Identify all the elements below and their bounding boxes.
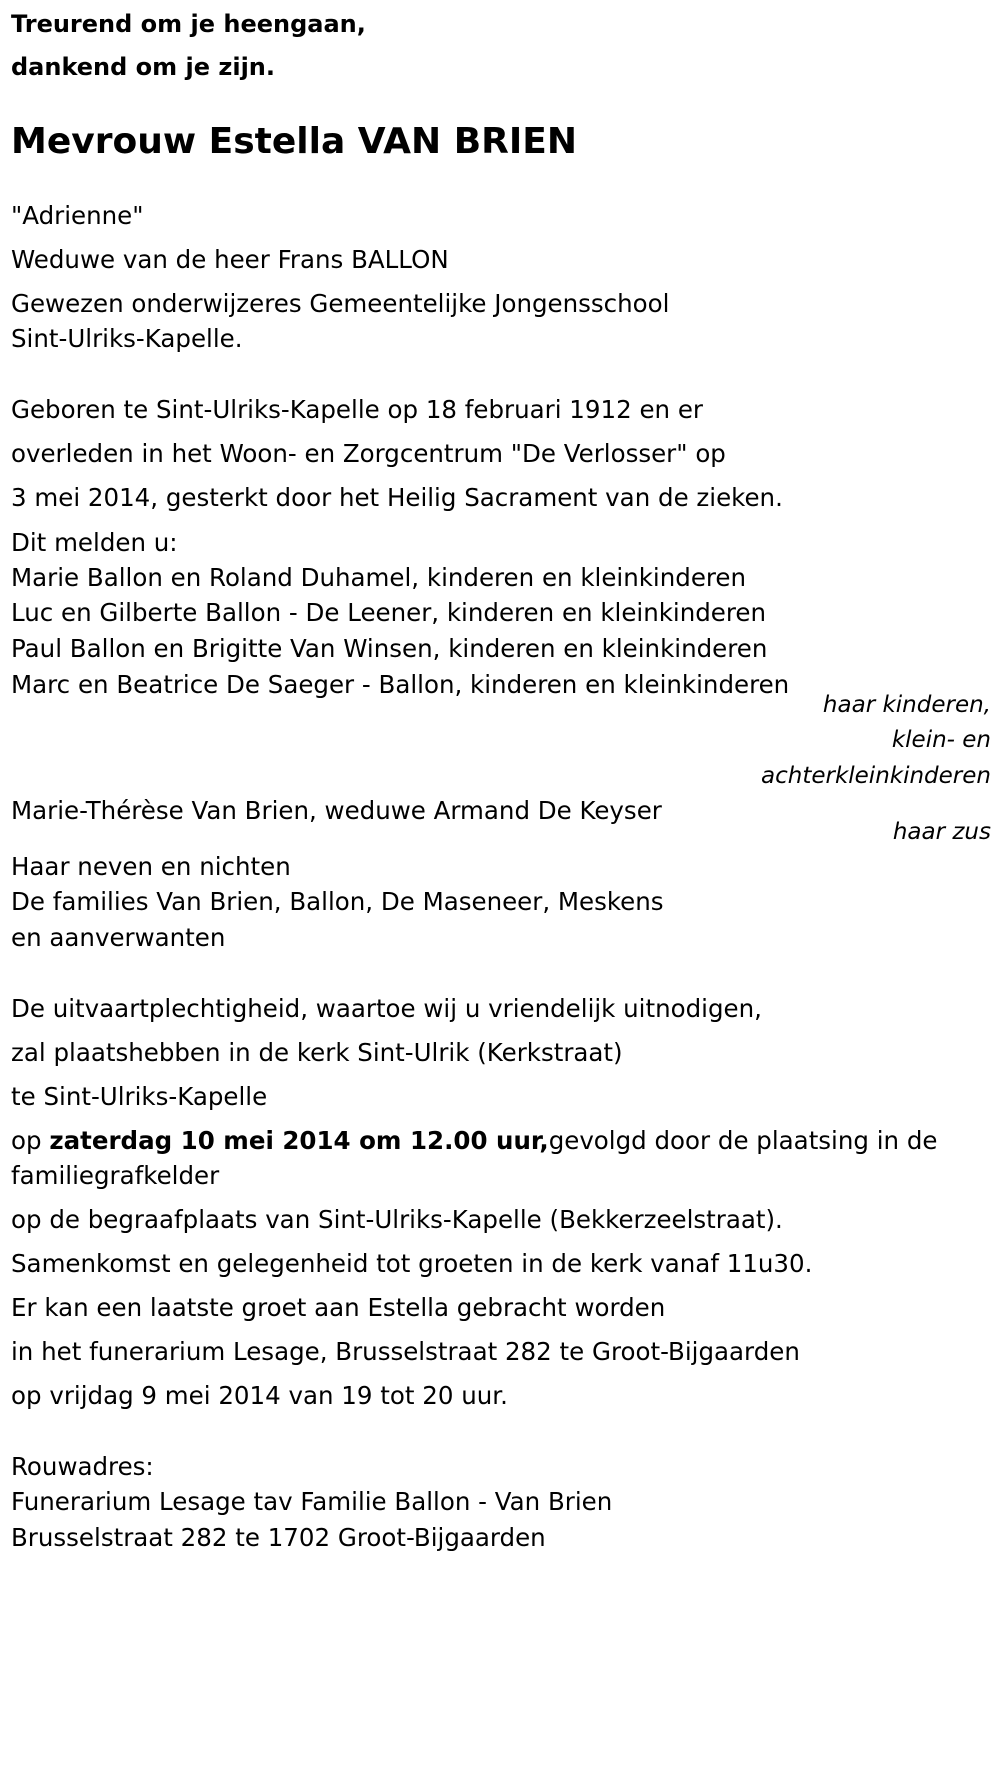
ceremony-line-10: op vrijdag 9 mei 2014 van 19 tot 20 uur.: [11, 1381, 508, 1410]
birth-death-line-1: Geboren te Sint-Ulriks-Kapelle op 18 februari 1912 en er: [11, 395, 703, 424]
children-line-3: Paul Ballon en Brigitte Van Winsen, kinderen en kleinkinderen: [11, 634, 768, 663]
birth-death-line-2: overleden in het Woon- en Zorgcentrum "De Verlosser" op: [11, 439, 726, 468]
children-relation-line-1: haar kinderen,: [822, 692, 991, 718]
children-line-4: Marc en Beatrice De Saeger - Ballon, kinderen en kleinkinderen: [11, 670, 790, 699]
announcers-intro: Dit melden u:: [11, 528, 178, 557]
family-line-3: en aanverwanten: [11, 923, 226, 952]
widow-of: Weduwe van de heer Frans BALLON: [11, 245, 449, 274]
children-line-2: Luc en Gilberte Ballon - De Leener, kinderen en kleinkinderen: [11, 598, 767, 627]
ceremony-date-suffix: gevolgd door de plaatsing in de: [548, 1126, 938, 1155]
address-line-2: Brusselstraat 282 te 1702 Groot-Bijgaarden: [11, 1523, 546, 1552]
sister-relation: haar zus: [892, 819, 991, 845]
children-relation-line-3: achterkleinkinderen: [761, 763, 991, 789]
family-line-2: De families Van Brien, Ballon, De Maseneer, Meskens: [11, 887, 664, 916]
ceremony-line-8: Er kan een laatste groet aan Estella gebracht worden: [11, 1293, 666, 1322]
sister-line: Marie-Thérèse Van Brien, weduwe Armand De Keyser: [11, 796, 662, 825]
ceremony-line-3: te Sint-Ulriks-Kapelle: [11, 1082, 268, 1111]
ceremony-date-prefix: op: [11, 1126, 50, 1155]
family-line-1: Haar neven en nichten: [11, 852, 291, 881]
motto-line-2: dankend om je zijn.: [11, 53, 276, 81]
address-label: Rouwadres:: [11, 1452, 154, 1481]
children-relation-line-2: klein- en: [891, 727, 991, 753]
birth-death-line-3: 3 mei 2014, gesterkt door het Heilig Sacrament van de zieken.: [11, 483, 783, 512]
ceremony-line-1: De uitvaartplechtigheid, waartoe wij u vriendelijk uitnodigen,: [11, 994, 762, 1023]
ceremony-line-6: op de begraafplaats van Sint-Ulriks-Kapelle (Bekkerzeelstraat).: [11, 1205, 783, 1234]
ceremony-line-7: Samenkomst en gelegenheid tot groeten in de kerk vanaf 11u30.: [11, 1249, 813, 1278]
occupation-line-2: Sint-Ulriks-Kapelle.: [11, 324, 243, 353]
ceremony-date-line: [11, 1127, 937, 1155]
motto-line-1: Treurend om je heengaan,: [11, 10, 366, 38]
ceremony-line-5: familiegrafkelder: [11, 1161, 220, 1190]
occupation-line-1: Gewezen onderwijzeres Gemeentelijke Jongensschool: [11, 289, 670, 318]
ceremony-line-9: in het funerarium Lesage, Brusselstraat 282 te Groot-Bijgaarden: [11, 1337, 800, 1366]
nickname: "Adrienne": [11, 201, 144, 230]
ceremony-line-2: zal plaatshebben in de kerk Sint-Ulrik (Kerkstraat): [11, 1038, 623, 1067]
address-line-1: Funerarium Lesage tav Familie Ballon - Van Brien: [11, 1487, 613, 1516]
ceremony-date-bold: zaterdag 10 mei 2014 om 12.00 uur,: [49, 1126, 549, 1155]
deceased-name: Mevrouw Estella VAN BRIEN: [11, 121, 577, 162]
children-line-1: Marie Ballon en Roland Duhamel, kinderen en kleinkinderen: [11, 563, 747, 592]
